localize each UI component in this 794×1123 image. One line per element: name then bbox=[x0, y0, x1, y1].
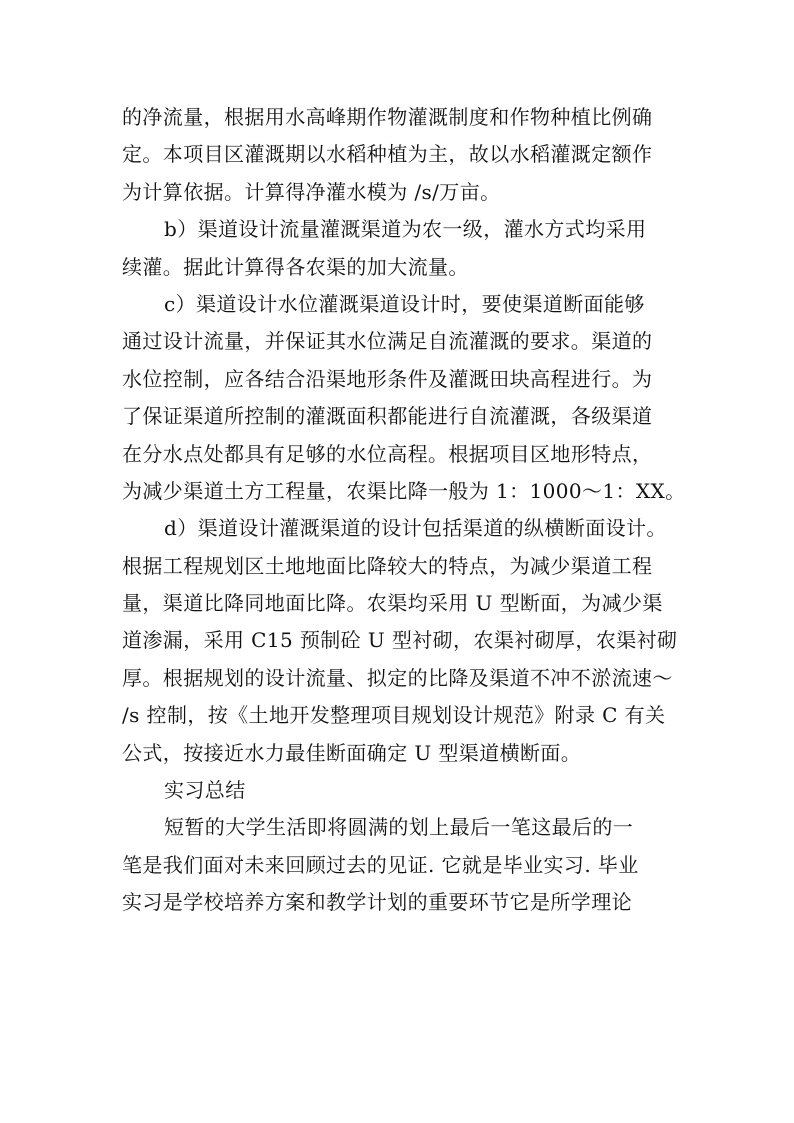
text-line: c）渠道设计水位灌溉渠道设计时，要使渠道断面能够 bbox=[164, 291, 645, 316]
text-line: 公式，按接近水力最佳断面确定 U 型渠道横断面。 bbox=[122, 740, 582, 765]
text-line: 道渗漏，采用 C15 预制砼 U 型衬砌，农渠衬砌厚，农渠衬砌 bbox=[122, 628, 678, 653]
section-heading: 实习总结 bbox=[164, 778, 246, 803]
text-line: 为计算依据。计算得净灌水模为 /s/万亩。 bbox=[122, 179, 501, 204]
text-line: 水位控制，应各结合沿渠地形条件及灌溉田块高程进行。为 bbox=[122, 366, 653, 391]
text-line: 续灌。据此计算得各农渠的加大流量。 bbox=[122, 254, 469, 279]
text-line: 短暂的大学生活即将圆满的划上最后一笔这最后的一 bbox=[164, 815, 634, 840]
text-line: 为减少渠道土方工程量，农渠比降一般为 1：1000～1：XX。 bbox=[122, 478, 686, 503]
text-line: b）渠道设计流量灌溉渠道为农一级，灌水方式均采用 bbox=[164, 217, 647, 242]
text-line: 了保证渠道所控制的灌溉面积都能进行自流灌溉，各级渠道 bbox=[122, 404, 653, 429]
text-line: 根据工程规划区土地地面比降较大的特点，为减少渠道工程 bbox=[122, 553, 653, 578]
text-line: /s 控制，按《土地开发整理项目规划设计规范》附录 C 有关 bbox=[122, 703, 666, 728]
text-line: d）渠道设计灌溉渠道的设计包括渠道的纵横断面设计。 bbox=[164, 516, 667, 541]
text-line: 厚。根据规划的设计流量、拟定的比降及渠道不冲不淤流速～ bbox=[122, 665, 673, 690]
document-body bbox=[122, 99, 697, 922]
text-line: 在分水点处都具有足够的水位高程。根据项目区地形特点， bbox=[122, 441, 653, 466]
text-line: 量，渠道比降同地面比降。农渠均采用 U 型断面，为减少渠 bbox=[122, 591, 663, 616]
text-line: 实习是学校培养方案和教学计划的重要环节它是所学理论 bbox=[122, 890, 632, 915]
text-line: 定。本项目区灌溉期以水稻种植为主，故以水稻灌溉定额作 bbox=[122, 142, 653, 167]
text-line: 笔是我们面对未来回顾过去的见证. 它就是毕业实习. 毕业 bbox=[122, 852, 639, 877]
text-line: 的净流量，根据用水高峰期作物灌溉制度和作物种植比例确 bbox=[122, 105, 653, 129]
text-line: 通过设计流量，并保证其水位满足自流灌溉的要求。渠道的 bbox=[122, 329, 653, 354]
